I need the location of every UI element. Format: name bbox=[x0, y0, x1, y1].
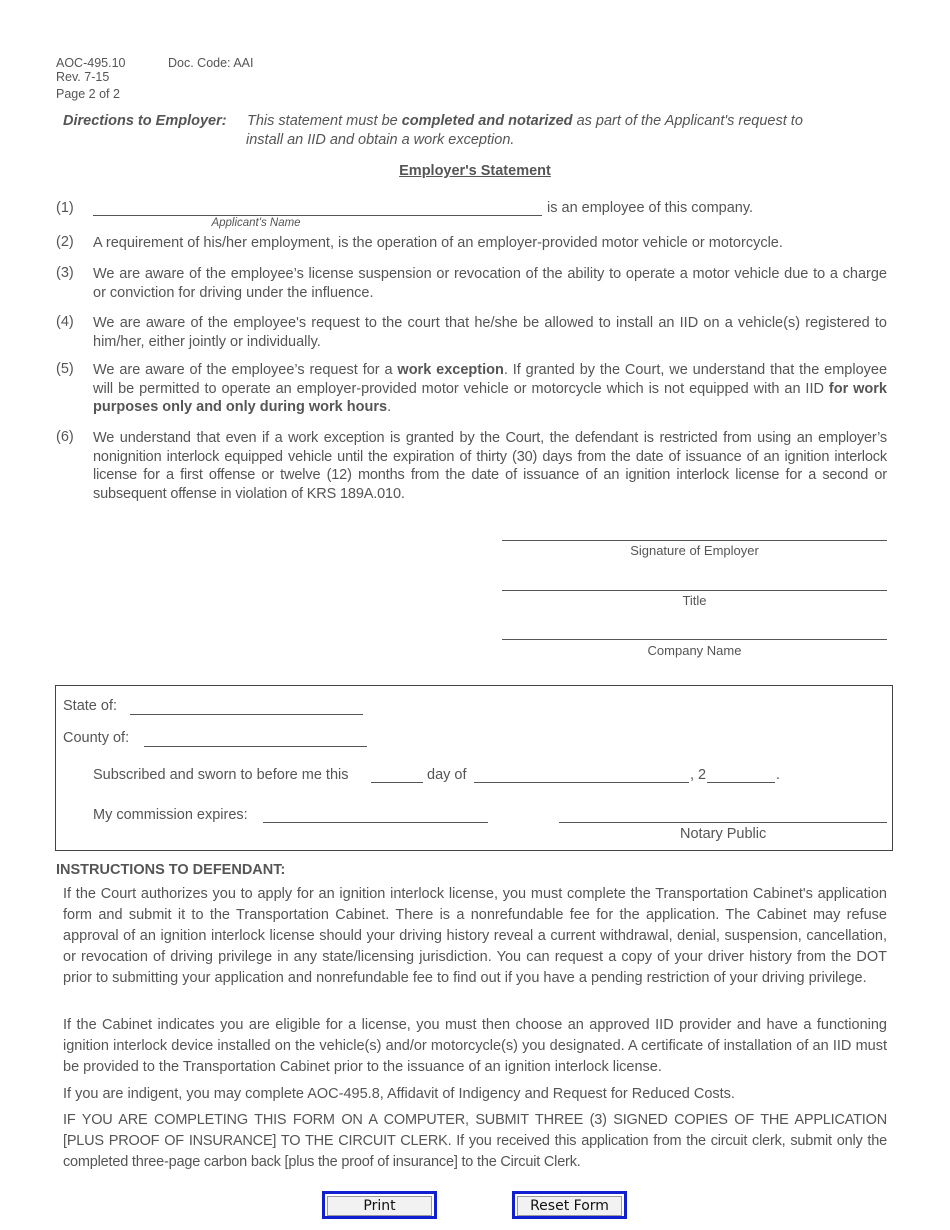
employer-signature-label: Signature of Employer bbox=[630, 543, 759, 558]
employer-signature-field[interactable] bbox=[502, 525, 887, 541]
instructions-heading: INSTRUCTIONS TO DEFENDANT: bbox=[56, 862, 286, 878]
print-button-label: Print bbox=[327, 1196, 432, 1216]
page-number: Page 2 of 2 bbox=[56, 87, 120, 101]
item-2-number: (2) bbox=[56, 234, 74, 250]
commission-label: My commission expires: bbox=[93, 807, 248, 823]
sworn-year-field[interactable] bbox=[707, 767, 775, 783]
instructions-paragraph-1: If the Court authorizes you to apply for an ignition interlock license, you must complete the Transportation Cabinet's application form and submit it to the Transportation Cabinet. There is a nonrefundable fee for the application. The Cabinet may refuse approval of an ignition interlock license should your driving history reveal a current withdrawal, denial, suspension, cancellation, or revocation of driving privilege in any state/licensing jurisdiction. You can request a copy of your driver history from the DOT prior to submitting your application and nonrefundable fee to find out if you have a pending restriction of your driving privilege. bbox=[63, 886, 887, 986]
directions-text-line2: install an IID and obtain a work exception. bbox=[246, 132, 515, 148]
commission-expires-field[interactable] bbox=[263, 807, 488, 823]
item-3-text: We are aware of the employee’s license suspension or revocation of the ability to operate a motor vehicle due to a charge or conviction for driving under the influence. bbox=[93, 266, 887, 301]
directions-label: Directions to Employer: bbox=[63, 113, 227, 129]
item-6-text: We understand that even if a work exception is granted by the Court, the defendant is restricted from using an employer’s nonignition interlock equipped vehicle until the expiration of thirty (30) days from the date of issuance of an ignition interlock license for a first offense or twelve (12) months from the date of issuance of an ignition interlock license for a second or subsequent offense in violation of KRS 189A.010. bbox=[93, 430, 887, 502]
item-5-number: (5) bbox=[56, 361, 74, 377]
company-name-label: Company Name bbox=[647, 643, 742, 658]
sworn-month-field[interactable] bbox=[474, 767, 689, 783]
item-2-text: A requirement of his/her employment, is the operation of an employer-provided motor vehicle or motorcycle. bbox=[93, 235, 783, 251]
notary-signature-field[interactable] bbox=[559, 807, 887, 823]
item-4-text: We are aware of the employee's request to the court that he/she be allowed to install an IID on a vehicle(s) registered to him/her, either jointly or individually. bbox=[93, 315, 887, 350]
section-title: Employer's Statement bbox=[399, 163, 551, 179]
state-label: State of: bbox=[63, 698, 118, 714]
doc-code: Doc. Code: AAI bbox=[168, 56, 254, 70]
applicant-name-field[interactable] bbox=[93, 200, 542, 216]
directions-text: This statement must be completed and notarized as part of the Applicant's request to bbox=[247, 113, 803, 129]
sworn-year-prefix: , 2 bbox=[690, 767, 707, 783]
title-field[interactable] bbox=[502, 575, 887, 591]
instructions-paragraph-4: IF YOU ARE COMPLETING THIS FORM ON A COMPUTER, SUBMIT THREE (3) SIGNED COPIES OF THE APPLICATION [PLUS PROOF OF INSURANCE] TO THE CIRCUIT CLERK. If you received this application from the circuit clerk, submit only the completed three-page carbon back [plus the proof of insurance] to the Circuit Clerk. bbox=[63, 1112, 887, 1170]
revision: Rev. 7-15 bbox=[56, 70, 110, 84]
form-id: AOC-495.10 bbox=[56, 56, 126, 70]
county-field[interactable] bbox=[144, 730, 367, 747]
instructions-paragraph-2: If the Cabinet indicates you are eligible for a license, you must then choose an approved IID provider and have a functioning ignition interlock device installed on the vehicle(s) and/or motorcycle(s) you designated. A certificate of installation of an IID must be provided to the Transportation Cabinet prior to the issuance of an ignition interlock license. bbox=[63, 1017, 887, 1075]
state-field[interactable] bbox=[130, 698, 363, 715]
item-5-text: We are aware of the employee’s request for a work exception. If granted by the Court, we understand that the employee will be permitted to operate an employer-provided motor vehicle or motorcycle which is not equipped with an IID for work purposes only and only during work hours. bbox=[93, 362, 888, 415]
county-label: County of: bbox=[63, 730, 130, 746]
sworn-day-of: day of bbox=[427, 767, 467, 783]
item-6-number: (6) bbox=[56, 429, 74, 445]
sworn-day-field[interactable] bbox=[371, 767, 423, 783]
item-4-number: (4) bbox=[56, 314, 74, 330]
company-name-field[interactable] bbox=[502, 624, 887, 640]
notary-public-label: Notary Public bbox=[680, 826, 767, 842]
sworn-period: . bbox=[776, 767, 781, 783]
instructions-paragraph-3: If you are indigent, you may complete AOC-495.8, Affidavit of Indigency and Request for Reduced Costs. bbox=[63, 1086, 735, 1102]
item-1-number: (1) bbox=[56, 200, 74, 216]
applicant-name-caption: Applicant's Name bbox=[211, 217, 301, 229]
item-3-number: (3) bbox=[56, 265, 74, 281]
item-1-text: is an employee of this company. bbox=[547, 200, 754, 216]
reset-form-button[interactable] bbox=[512, 1191, 627, 1219]
title-label: Title bbox=[682, 593, 707, 608]
sworn-text: Subscribed and sworn to before me this bbox=[93, 767, 349, 783]
print-button[interactable] bbox=[322, 1191, 437, 1219]
reset-form-button-label: Reset Form bbox=[517, 1196, 622, 1216]
